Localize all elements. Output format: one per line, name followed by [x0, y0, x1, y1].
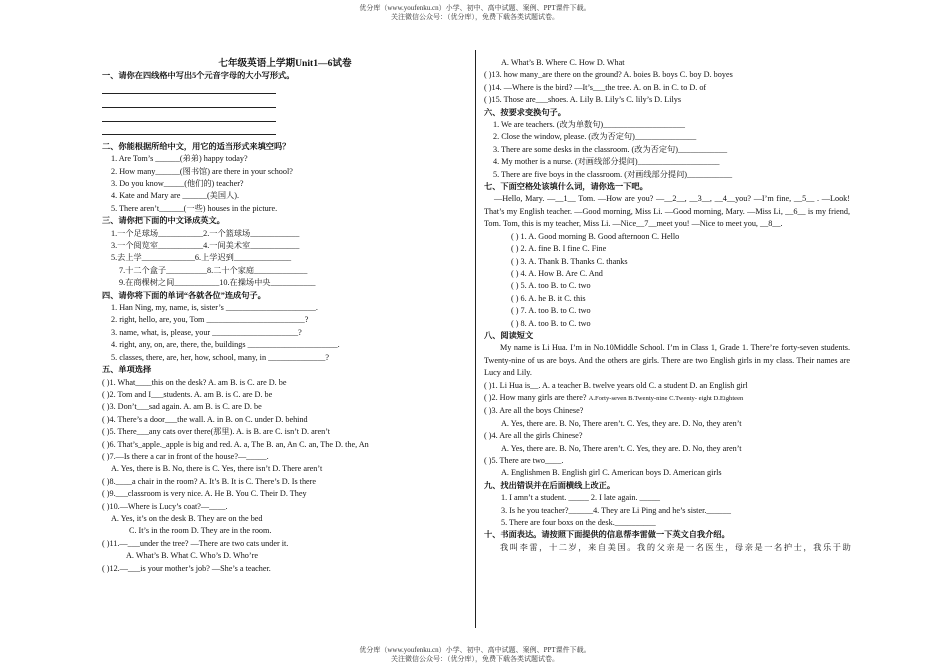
choice-question: ( )1. What____this on the desk? A. am B. is C. are D. be: [102, 377, 287, 387]
choice-question: ( )3. Don’t___sad again. A. am B. is C. are D. be: [102, 402, 262, 412]
left-column: [102, 57, 468, 575]
choice-question: ( )2. Tom and I___students. A. am B. is C. are D. be: [102, 389, 273, 399]
translate-question: 7.十二个盒子__________8.二十个家庭_____________: [119, 265, 308, 275]
choice-question: ( )14. —Where is the bird? —It’s___the tree. A. on B. in C. to D. of: [484, 82, 707, 92]
translate-question: 1.一个足球场___________2.一个篮球场____________: [111, 228, 300, 238]
section-5-heading: 五、单项选择: [102, 365, 152, 375]
writing-line[interactable]: [102, 96, 276, 108]
reorder-question: 3. name, what, is, please, your _____________________?: [111, 327, 302, 337]
choice-question: ( )4. There’s a door___the wall. A. in B. on C. under D. behind: [102, 414, 308, 424]
section-3-heading: 三、请你把下面的中文译成英文。: [102, 216, 225, 226]
section-6-heading: 六、按要求变换句子。: [484, 107, 566, 117]
cloze-option: ( ) 6. A. he B. it C. this: [511, 293, 586, 303]
reading-question: ( )5. There are two____.: [484, 456, 564, 465]
page-header: [0, 4, 950, 21]
cloze-option: ( ) 2. A. fine B. I fine C. Fine: [511, 244, 607, 254]
page-footer: [0, 646, 950, 663]
fill-question: 2. How many______(图书馆) are there in your school?: [111, 166, 293, 176]
choice-question: ( )12.—___is your mother’s job? —She’s a teacher.: [102, 563, 271, 573]
section-8-heading: 八、阅读短文: [484, 330, 534, 340]
section-4-heading: 四、请你将下面的单词“各就各位”连成句子。: [102, 290, 266, 300]
section-9-heading: 九、找出错误并在后面横线上改正。: [484, 480, 616, 490]
writing-line[interactable]: [102, 82, 276, 94]
transform-question: 3. There are some desks in the classroom. (改为否定句)____________: [493, 144, 728, 154]
writing-prompt: 我叫李雷，十二岁，来自美国。我的父亲是一名医生，母亲是一名护士，我乐于助: [500, 542, 853, 552]
column-divider: [475, 50, 476, 628]
choice-question: ( )5. There___any cats over there(那里). A. is B. are C. isn’t D. aren’t: [102, 427, 331, 437]
choice-options: A. What’s B. What C. Who’s D. Who’re: [126, 551, 258, 561]
reading-question-options: A. Yes, there are. B. No, There aren’t. C. Yes, they are. D. No, they aren’t: [501, 418, 742, 428]
reading-question-options: A. Englishmen B. English girl C. American boys D. American girls: [501, 468, 722, 478]
reorder-question: 5. classes, there, are, her, how, school, many, in ______________?: [111, 352, 330, 362]
exam-title: 七年级英语上学期Unit1—6试卷: [218, 58, 352, 69]
cloze-option: ( ) 8. A. too B. to C. two: [511, 318, 591, 328]
translate-question: 9.在商棵树之间___________10.在操场中央___________: [119, 278, 316, 288]
writing-line[interactable]: [102, 123, 276, 135]
reading-passage: My name is Li Hua. I’m in No.10Middle School. I’m in Class 1, Grade 1. There’re forty-seven students. Twenty-nine of us are boys. And the others are girls. There are two English girls in my class. Their names are Lucy and Lily.: [484, 343, 850, 378]
reading-question: ( )1. Li Hua is__. A. a teacher B. twelve years old C. a student D. an English girl: [484, 380, 748, 390]
choice-question: ( )7.—Is there a car in front of the house?—_____.: [102, 451, 269, 461]
cloze-option: ( ) 3. A. Thank B. Thanks C. thanks: [511, 256, 628, 266]
choice-question: ( )9.___classroom is very nice. A. He B. You C. Their D. They: [102, 489, 307, 499]
transform-question: 4. My mother is a nurse. (对画线部分提问)____________________: [493, 157, 720, 167]
section-2-heading: 二、你能根据所给中文，用它的适当形式来填空吗？: [102, 141, 291, 151]
choice-question: ( )13. how many_are there on the ground? A. boies B. boys C. boy D. boyes: [484, 70, 733, 80]
section-10-heading: 十、书面表达。请按照下面提供的信息帮李雷做一下英文自我介绍。: [484, 530, 730, 540]
reading-question: ( )4. Are all the girls Chinese?: [484, 431, 583, 441]
cloze-option: ( ) 7. A. too B. to C. two: [511, 306, 591, 316]
footer-line-1: 优分库（www.youfenku.cn）小学、初中、高中试题、案例、PPT课件下载。: [359, 646, 591, 654]
section-7-heading: 七、下面空格处该填什么词，请你选一下吧。: [484, 182, 648, 192]
cloze-option: ( ) 1. A. Good morning B. Good afternoon C. Hello: [511, 231, 680, 241]
translate-question: 3.一个阅览室___________4.一间美术室____________: [111, 241, 300, 251]
choice-options: C. It’s in the room D. They are in the room.: [129, 526, 272, 536]
writing-line[interactable]: [102, 110, 276, 122]
choice-options: A. Yes, it’s on the desk B. They are on the bed: [111, 513, 263, 523]
translate-question: 5.去上学_____________6.上学迟到______________: [111, 253, 292, 263]
choice-options: A. What’s B. Where C. How D. What: [501, 58, 625, 67]
choice-question: ( )10.—Where is Lucy’s coat?—____.: [102, 501, 228, 511]
transform-question: 2. Close the window, please. (改为否定句)_______________: [493, 132, 697, 142]
transform-question: 5. There are five boys in the classroom. (对画线部分提问)___________: [493, 169, 733, 179]
reading-question: [484, 392, 850, 405]
choice-question: ( )11.—___under the tree? —There are two cats under it.: [102, 538, 289, 548]
reading-question: ( )3. Are all the boys Chinese?: [484, 406, 584, 416]
choice-options: A. Yes, there is B. No, there is C. Yes, there isn’t D. There aren’t: [111, 464, 323, 474]
correction-question: 5. There are four boxs on the desk.__________: [501, 518, 656, 528]
reorder-question: 1. Han Ning, my, name, is, sister’s ______________________.: [111, 303, 318, 313]
transform-question: 1. We are teachers. (改为单数句)____________________: [493, 120, 686, 130]
fill-question: 4. Kate and Mary are ______(美国人).: [111, 191, 240, 201]
correction-question: 3. Is he you teacher?______4. They are Li Ping and he’s sister.______: [501, 505, 731, 515]
header-line-2: 关注微信公众号：（优分库），免费下载各类试题试卷。: [391, 12, 559, 21]
cloze-option: ( ) 5. A. too B. to C. two: [511, 281, 591, 291]
correction-question: 1. I amn’t a student. _____ 2. I late again. _____: [501, 493, 661, 503]
fill-question: 1. Are Tom’s ______(弟弟) happy today?: [111, 154, 248, 164]
right-column: [484, 57, 853, 554]
header-line-1: 优分库（www.youfenku.cn）小学、初中、高中试题、案例、PPT课件下载。: [359, 4, 591, 12]
footer-line-2: 关注微信公众号：（优分库），免费下载各类试题试卷。: [391, 654, 559, 663]
section-1-heading: 一、请你在四线格中写出5个元音字母的大小写形式。: [102, 71, 295, 80]
dialogue-passage: —Hello, Mary. —__1__ Tom. —How are you? —__2__, __3__, __4__you? —I’m fine, __5__ . —Look! That’s my English teacher. —Good morning, Miss Li. —Good morning, Mary. —Miss Li, __6__ is my friend, Tom. Tom, this is my teacher, Miss Li. —Nice__7__meet you! —Nice to meet you, __8__.: [484, 194, 850, 229]
reorder-question: 4. right, any, on, are, there, the, buildings ______________________.: [111, 340, 340, 350]
reading-question-options: A. Yes, there are. B. No, There aren’t. C. Yes, they are. D. No, they aren’t: [501, 443, 742, 453]
reading-question-text: ( )2. How many girls are there?: [484, 392, 587, 402]
fill-question: 3. Do you know_____(他们的) teacher?: [111, 179, 244, 188]
cloze-option: ( ) 4. A. How B. Are C. And: [511, 268, 603, 278]
choice-question: ( )15. Those are___shoes. A. Lily B. Lily’s C. lily’s D. Lilys: [484, 95, 682, 105]
choice-question: ( )8.____a chair in the room? A. It’s B. It is C. There’s D. Is there: [102, 476, 317, 486]
reading-question-options: A.Forty-seven B.Twenty-nine C.Twenty- eight D.Eighteen: [588, 394, 744, 402]
reorder-question: 2. right, hello, are, you, Tom ________________________?: [111, 315, 309, 325]
choice-question: ( )6. That’s_apple._apple is big and red. A. a, The B. an, An C. an, The D. the, An: [102, 439, 369, 449]
fill-question: 5. There aren’t______(一些) houses in the picture.: [111, 203, 278, 213]
